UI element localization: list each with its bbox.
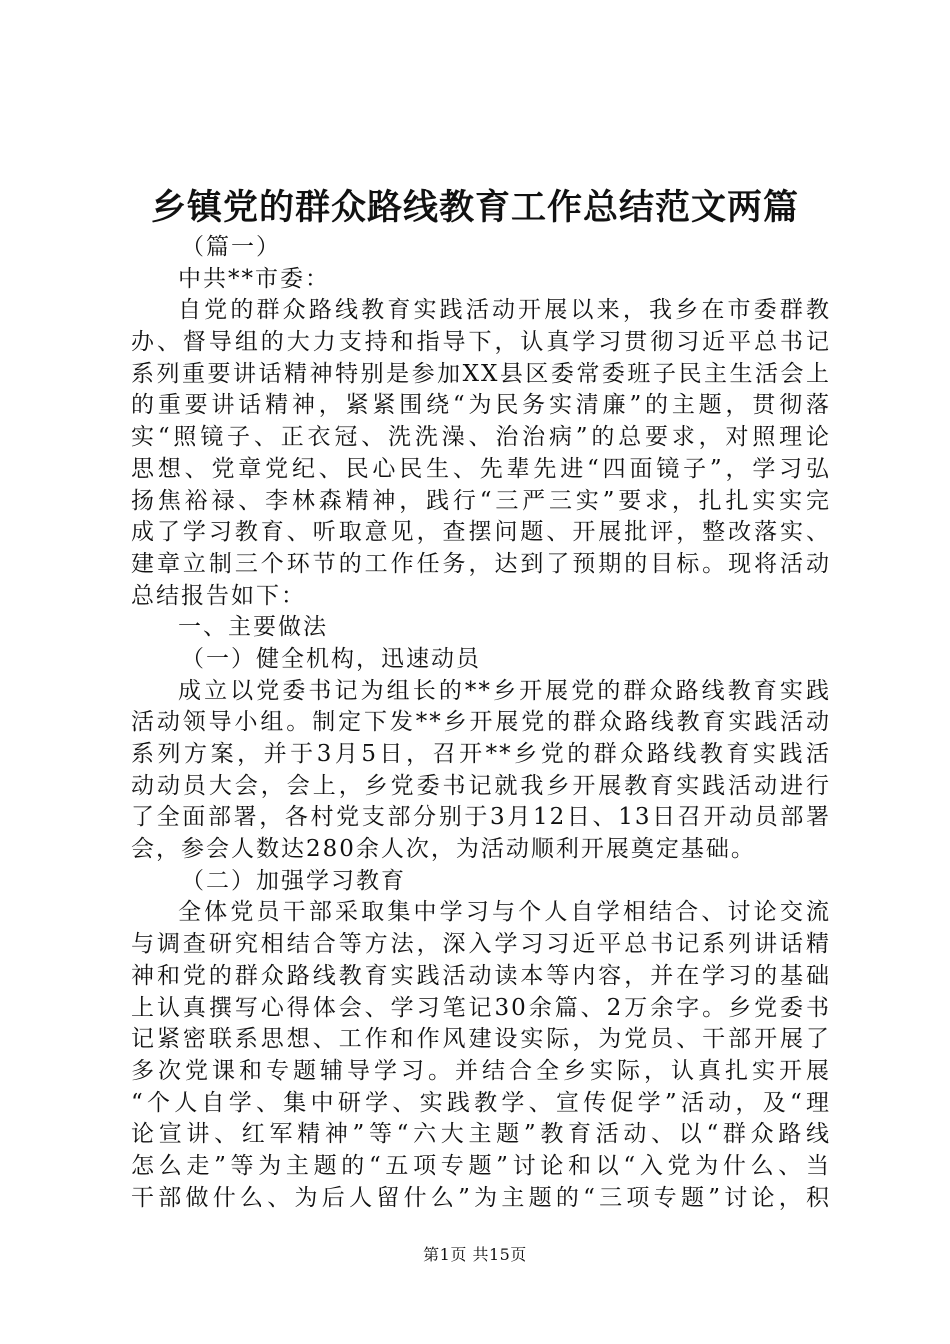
section-heading: 一、主要做法: [178, 614, 328, 641]
document-body: [131, 232, 831, 1214]
paragraph-line: 系列方案，并于3月5日，召开**乡党的群众路线教育实践活: [131, 741, 831, 767]
paragraph-line: 成立以党委书记为组长的**乡开展党的群众路线教育实践: [178, 677, 831, 704]
paragraph-line: 的重要讲话精神，紧紧围绕“为民务实清廉”的主题，贯彻落: [131, 392, 831, 419]
paragraph-line: 思想、党章党纪、民心民生、先辈先进“四面镜子”，学习弘: [131, 455, 831, 482]
paragraph-line: 多次党课和专题辅导学习。并结合全乡实际，认真扎实开展: [131, 1057, 831, 1084]
paragraph-line: 成了学习教育、听取意见，查摆问题、开展批评，整改落实、: [131, 519, 831, 546]
document-title: 乡镇党的群众路线教育工作总结范文两篇: [150, 187, 799, 228]
paragraph-line: 建章立制三个环节的工作任务，达到了预期的目标。现将活动: [131, 550, 831, 577]
paragraph-line: 论宣讲、红军精神”等“六大主题”教育活动、以“群众路线: [131, 1121, 831, 1148]
paragraph-line: 活动领导小组。制定下发**乡开展党的群众路线教育实践活动: [131, 709, 831, 736]
paragraph-line: 系列重要讲话精神特别是参加XX县区委常委班子民主生活会上: [131, 360, 831, 387]
paragraph-line: 自党的群众路线教育实践活动开展以来，我乡在市委群教: [178, 297, 831, 324]
paragraph-line: 会，参会人数达280余人次，为活动顺利开展奠定基础。: [131, 836, 756, 863]
paragraph-line: 动动员大会，会上，乡党委书记就我乡开展教育实践活动进行: [131, 772, 831, 799]
paragraph-line: 总结报告如下：: [131, 582, 306, 609]
paragraph-line: 干部做什么、为后人留什么”为主题的“三项专题”讨论，积: [131, 1184, 831, 1211]
paragraph-line: 怎么走”等为主题的“五项专题”讨论和以“入党为什么、当: [131, 1152, 831, 1179]
page-number-footer: 第1页 共15页: [423, 1245, 527, 1264]
paragraph-line: “个人自学、集中研学、实践教学、宣传促学”活动，及“理: [131, 1089, 831, 1116]
paragraph-line: 了全面部署，各村党支部分别于3月12日、13日召开动员部署: [131, 804, 831, 831]
subsection-heading: （二）加强学习教育: [181, 867, 406, 894]
paragraph-line: 扬焦裕禄、李林森精神，践行“三严三实”要求，扎扎实实完: [131, 487, 831, 514]
paragraph-line: 全体党员干部采取集中学习与个人自学相结合、讨论交流: [178, 899, 831, 926]
paragraph-line: 实“照镜子、正衣冠、洗洗澡、治治病”的总要求，对照理论: [131, 424, 831, 451]
paragraph-line: 与调查研究相结合等方法，深入学习习近平总书记系列讲话精: [131, 931, 831, 958]
paragraph-line: 办、督导组的大力支持和指导下，认真学习贯彻习近平总书记: [131, 329, 831, 356]
paragraph-line: 记紧密联系思想、工作和作风建设实际，为党员、干部开展了: [131, 1026, 831, 1053]
salutation: 中共**市委：: [178, 265, 330, 292]
subsection-heading: （一）健全机构，迅速动员: [181, 645, 481, 672]
section-label: （篇一）: [181, 234, 281, 260]
paragraph-line: 上认真撰写心得体会、学习笔记30余篇、2万余字。乡党委书: [131, 994, 831, 1021]
paragraph-line: 神和党的群众路线教育实践活动读本等内容，并在学习的基础: [131, 962, 831, 989]
